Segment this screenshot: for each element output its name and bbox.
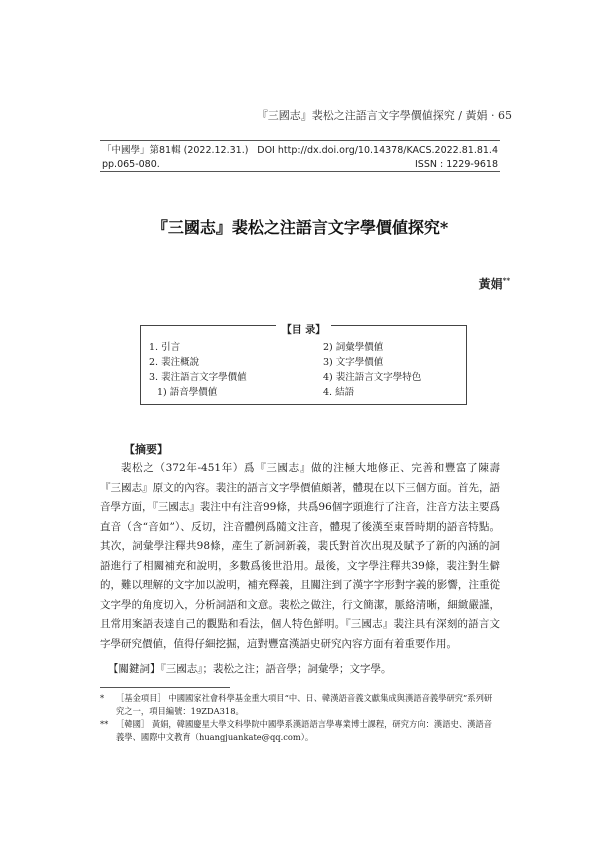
toc-column-right — [323, 340, 421, 400]
toc-item[interactable]: 1. 引言 — [149, 342, 181, 353]
toc-heading: 【目 录】 — [276, 325, 331, 336]
footnote-text: ［基金項目］ 中國國家社會科學基金重大項目“中、日、韓漢語音義文獻集成與漢語音義學研究”系列研究之一，項目編號：19ZDA318。 — [116, 693, 493, 716]
footnotes — [100, 692, 500, 744]
toc-heading-wrap — [141, 318, 466, 337]
toc-item[interactable]: 4. 結語 — [323, 387, 355, 398]
footnote — [100, 718, 500, 744]
toc-column-left — [149, 340, 247, 400]
abstract-body: 裴松之（372年-451年）爲『三國志』做的注極大地修正、完善和豐富了陳壽『三國志』原文的內容。裴注的語言文字學價値頗著，體現在以下三個方面。首先，語音學方面，『三國志』裴注中有注音99條，共爲96個字頭進行了注音，注音方法主要爲直音（含“音如”）、反切，注音體例爲隨文注音，體現了後漢至東晉時期的語音特點。其次，詞彙學注釋共98條，產生了新詞新義，裴氏對首次出現及賦予了新的內涵的詞語進行了相關補充和說明，多數爲後世沿用。最後，文字學注釋共39條，裴注對生僻的，難以理解的文字加以說明，補充釋義，且關注到了漢字字形對字義的影響，注重從文字學的角度切入，分析詞語和文意。裴松之做注，行文簡潔，脈絡清晰，細緻嚴謹，且常用案語表達自己的觀點和看法，個人特色鮮明。『三國志』裴注具有深刻的語言文字學研究價値，值得仔細挖掘，這對豐富漢語史研究內容方面有着重要作用。 — [100, 462, 500, 650]
running-head: 『三國志』裴松之注語言文字學價値探究 / 黃娟 · 65 — [256, 109, 512, 122]
footnote-mark: ** — [100, 719, 109, 729]
author-footnote-mark[interactable]: ** — [502, 276, 510, 285]
journal-info-left — [102, 144, 248, 172]
journal-doi[interactable]: DOI http://dx.doi.org/10.14378/KACS.2022.81.81.4 — [257, 145, 498, 156]
journal-info-box — [100, 140, 500, 172]
toc-item[interactable]: 2) 詞彙學價値 — [323, 342, 384, 353]
keywords: 【關鍵詞】『三國志』；裴松之注；語音學；詞彙學；文字學。 — [108, 663, 392, 675]
paper-title: 『三國志』裴松之注語言文字學價値探究* — [151, 218, 449, 237]
toc-item[interactable]: 3. 裴注語言文字學價値 — [149, 372, 247, 383]
journal-issue: 「中國學」第81輯 (2022.12.31.) — [102, 145, 249, 156]
author-text: 黃娟 — [478, 277, 503, 291]
journal-info-right — [257, 144, 498, 172]
abstract-label: 【摘要】 — [124, 443, 168, 456]
journal-pages: pp.065-080. — [102, 159, 160, 170]
author-name — [479, 275, 510, 292]
toc-item[interactable]: 4) 裴注語言文字學特色 — [323, 372, 422, 383]
footnote-divider — [100, 687, 230, 688]
toc-item[interactable]: 3) 文字學價値 — [323, 357, 384, 368]
footnote-text: ［韓國］ 黃娟，韓國慶星大學文科學院中國學系漢語語言學專業博士課程，研究方向：漢語史、漢語音義學、國際中文教育（huangjuankate@qq.com）。 — [116, 719, 493, 742]
footnote — [100, 692, 500, 718]
table-of-contents — [140, 325, 467, 405]
toc-item[interactable]: 1) 語音學價値 — [157, 387, 218, 398]
toc-item[interactable]: 2. 裴注概說 — [149, 357, 200, 368]
journal-issn: ISSN : 1229-9618 — [415, 159, 498, 170]
footnote-mark: * — [100, 693, 105, 703]
